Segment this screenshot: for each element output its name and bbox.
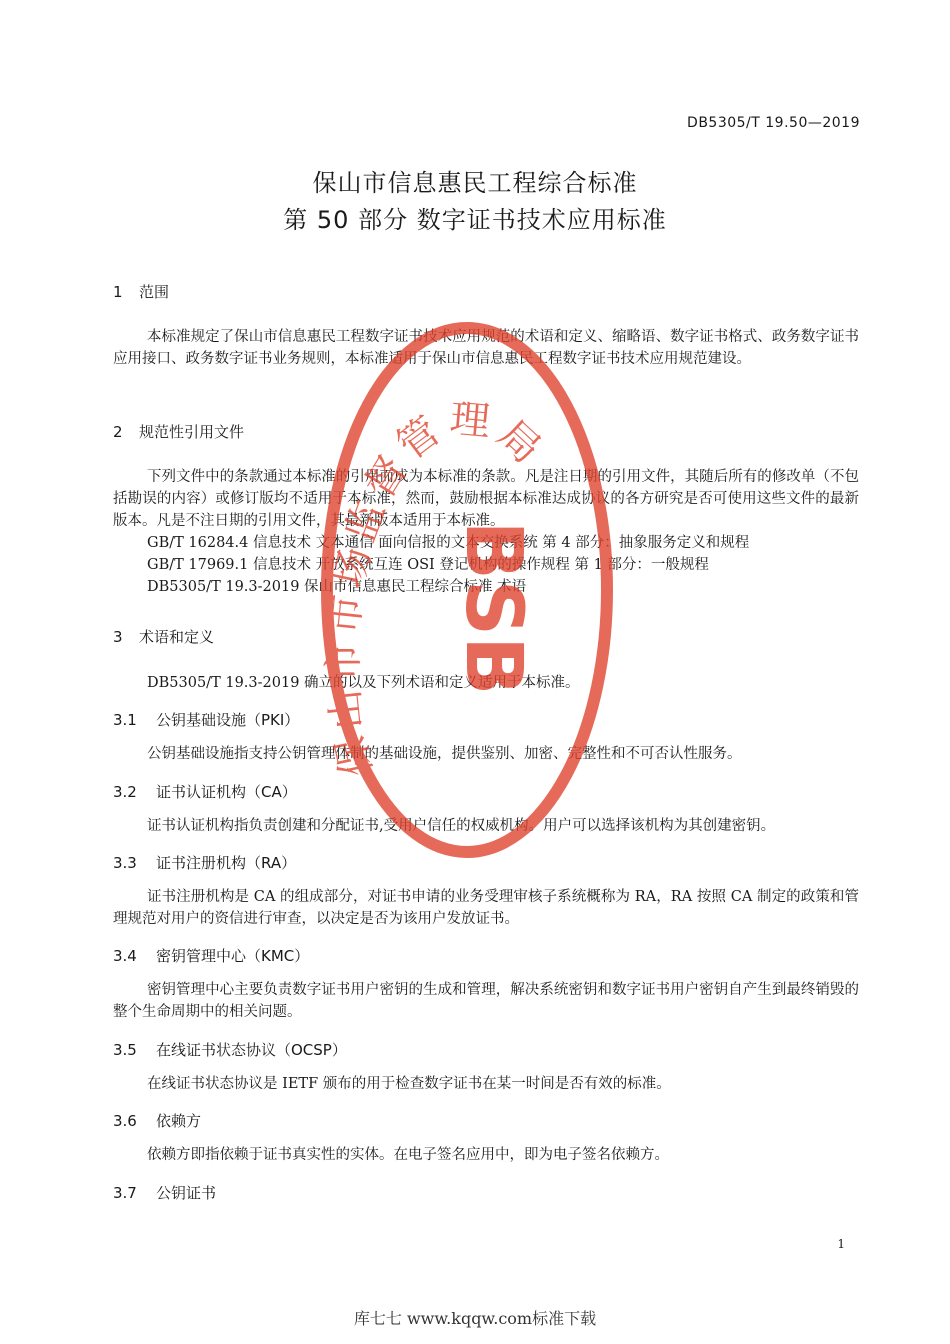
reference-item: GB/T 17969.1 信息技术 开放系统互连 OSI 登记机构的操作规程 第 1 部分：一般规程 bbox=[147, 557, 709, 573]
section-title: 术语和定义 bbox=[139, 628, 215, 646]
term-title: 密钥管理中心（KMC） bbox=[156, 947, 310, 965]
term-number: 3.6 bbox=[113, 1112, 137, 1130]
term-title: 依赖方 bbox=[156, 1112, 202, 1130]
para-line: 本标准规定了保山市信息惠民工程数字证书技术应用规范的术语和定义、缩略语、数字证书格式、 bbox=[147, 329, 772, 345]
term-heading bbox=[113, 945, 309, 966]
section-number: 2 bbox=[113, 423, 123, 441]
term-number: 3.2 bbox=[113, 783, 137, 801]
term-definition: 证书认证机构指负责创建和分配证书,受用户信任的权威机构。用户可以选择该机构为其创建密钥。 bbox=[147, 818, 776, 834]
document-code: DB5305/T 19.50—2019 bbox=[687, 115, 860, 131]
page-number: 1 bbox=[837, 1237, 845, 1251]
para-line: 政务数字证书应用接口、政务数字证书业务规则，本标准适用于保山市信息惠民工程数字证书技术应用 bbox=[113, 329, 859, 367]
reference-item: DB5305/T 19.3-2019 保山市信息惠民工程综合标准 术语 bbox=[147, 579, 527, 595]
para-line: 修改单（不包括勘误的内容）或修订版均不适用于本标准，然而，鼓励根据本标准达成协议的各方研究 bbox=[113, 469, 859, 507]
term-number: 3.4 bbox=[113, 947, 137, 965]
para-line: 密钥管理中心主要负责数字证书用户密钥的生成和管理，解决系统密钥和数字证书用户密钥自产生 bbox=[147, 982, 772, 998]
term-title: 证书注册机构（RA） bbox=[156, 854, 297, 872]
section-number: 1 bbox=[113, 283, 123, 301]
term-number: 3.7 bbox=[113, 1184, 137, 1202]
section-2-paragraph bbox=[113, 466, 859, 532]
term-definition: 依赖方即指依赖于证书真实性的实体。在电子签名应用中，即为电子签名依赖方。 bbox=[147, 1147, 669, 1163]
term-heading bbox=[113, 709, 299, 730]
term-number: 3.5 bbox=[113, 1041, 137, 1059]
section-title: 范围 bbox=[139, 283, 170, 301]
para-line: 是否可使用这些文件的最新版本。凡是不注日期的引用文件，其最新版本适用于本标准。 bbox=[113, 491, 860, 529]
term-definition bbox=[113, 886, 859, 930]
para-line: 到最终销毁的整个生命周期中的相关问题。 bbox=[113, 982, 859, 1020]
term-number: 3.1 bbox=[113, 711, 137, 729]
term-heading bbox=[113, 781, 297, 802]
document-title-line2: 第 50 部分 数字证书技术应用标准 bbox=[283, 206, 667, 234]
para-line: 下列文件中的条款通过本标准的引用而成为本标准的条款。凡是注日期的引用文件，其随后所有的 bbox=[147, 469, 772, 485]
term-title: 公钥基础设施（PKI） bbox=[156, 711, 300, 729]
term-heading bbox=[113, 1110, 201, 1131]
stamp-center-text: BSB bbox=[448, 520, 538, 696]
para-line: 政策和管理规范对用户的资信进行审查，以决定是否为该用户发放证书。 bbox=[113, 889, 860, 927]
term-title: 公钥证书 bbox=[156, 1184, 217, 1202]
term-definition: 在线证书状态协议是 IETF 颁布的用于检查数字证书在某一时间是否有效的标准。 bbox=[147, 1076, 671, 1092]
term-title: 证书认证机构（CA） bbox=[156, 783, 297, 801]
term-definition bbox=[113, 979, 859, 1023]
section-1-heading bbox=[113, 281, 169, 302]
para-line: 规范建设。 bbox=[678, 351, 751, 367]
document-title-line1: 保山市信息惠民工程综合标准 bbox=[312, 169, 638, 197]
section-2-heading bbox=[113, 421, 244, 442]
term-definition: 公钥基础设施指支持公钥管理体制的基础设施，提供鉴别、加密、完整性和不可否认性服务。 bbox=[147, 746, 742, 762]
reference-item: GB/T 16284.4 信息技术 文本通信 面向信报的文本交换系统 第 4 部分：抽象服务定义和规程 bbox=[147, 535, 750, 551]
section-3-heading bbox=[113, 626, 214, 647]
section-1-paragraph bbox=[113, 326, 859, 370]
section-number: 3 bbox=[113, 628, 123, 646]
term-title: 在线证书状态协议（OCSP） bbox=[156, 1041, 347, 1059]
section-3-intro: DB5305/T 19.3-2019 确立的以及下列术语和定义适用于本标准。 bbox=[147, 675, 580, 691]
term-heading bbox=[113, 852, 296, 873]
stamp-ring-text: 保山市市场监督管理局 bbox=[320, 395, 554, 781]
para-line: 证书注册机构是 CA 的组成部分，对证书申请的业务受理审核子系统概称为 RA，RA 按照 CA 制定的 bbox=[147, 889, 801, 905]
footer-watermark: 库七七 www.kqqw.com标准下载 bbox=[353, 1309, 597, 1328]
section-title: 规范性引用文件 bbox=[139, 423, 245, 441]
term-number: 3.3 bbox=[113, 854, 137, 872]
term-heading bbox=[113, 1039, 347, 1060]
term-heading bbox=[113, 1182, 216, 1203]
